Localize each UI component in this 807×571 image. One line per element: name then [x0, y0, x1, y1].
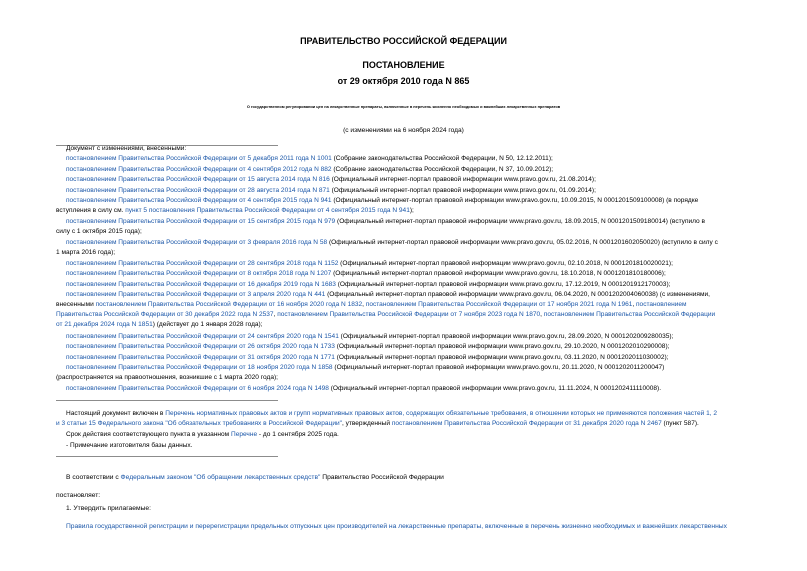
amendment-link[interactable]: постановлением Правительства Российской Федерации от 26 октября 2020 года N 1733	[66, 343, 335, 350]
notice-line: Настоящий документ включен в Перечень нормативных правовых актов и групп нормативных правовых актов, содержащих обязательные требования, в отношении которых не применяются положения частей 1, 2	[66, 410, 718, 417]
document-type-heading: ПОСТАНОВЛЕНИЕ	[362, 60, 445, 70]
amendment-link[interactable]: Правительства Российской Федерации от 30 декабря 2022 года N 2537	[56, 311, 274, 318]
amendment-link[interactable]: постановлением Правительства Российской Федерации от 4 сентября 2012 года N 882	[66, 166, 332, 173]
amendment-item-continuation: от 21 декабря 2024 года N 1851) (действует до 1 января 2028 года);	[56, 321, 263, 328]
amendment-item-continuation: силу с 1 октября 2015 года);	[56, 228, 142, 235]
perechen-short-link[interactable]: Перечне	[231, 431, 258, 438]
amendment-link[interactable]: постановлением Правительства Российской Федерации от 7 ноября 2023 года N 1870	[277, 311, 541, 318]
preamble: В соответствии с Федеральным законом "Об обращении лекарственных средств" Правительство Российской Федерации	[66, 474, 444, 481]
amendment-link[interactable]: постановлением	[636, 301, 687, 308]
amendment-item: постановлением Правительства Российской Федерации от 28 сентября 2018 года N 1152 (Официальный интернет-портал правовой информации www.pravo.gov.ru, 02.10.2018, N 0001201810020021);	[66, 260, 673, 267]
amendment-link[interactable]: пункт 5 постановления Правительства Российской Федерации от 4 сентября 2015 года N 941	[125, 207, 410, 214]
amendment-item: постановлением Правительства Российской Федерации от 28 августа 2014 года N 871 (Официальный интернет-портал правовой информации www.pravo.gov.ru, 01.09.2014);	[66, 187, 596, 194]
divider-middle	[56, 400, 278, 401]
rules-item	[66, 523, 727, 530]
amendment-link[interactable]: от 21 декабря 2024 года N 1851	[56, 321, 153, 328]
amendment-item: постановлением Правительства Российской Федерации от 3 февраля 2016 года N 58 (Официальный интернет-портал правовой информации www.pravo.gov.ru, 05.02.2016, N 0001201602050020) (вступило в силу с	[66, 239, 718, 246]
amendment-link[interactable]: постановлением Правительства Российской Федерации от 31 октября 2020 года N 1771	[66, 354, 335, 361]
amendment-link[interactable]: постановлением Правительства Российской Федерации	[543, 311, 716, 318]
amendment-link[interactable]: постановлением Правительства Российской Федерации от 3 февраля 2016 года N 58	[66, 239, 328, 246]
amendment-item: постановлением Правительства Российской Федерации от 5 декабря 2011 года N 1001 (Собрание законодательства Российской Федерации, N 50, 12.12.2011);	[66, 155, 553, 162]
decree-word: постановляет:	[56, 492, 101, 499]
amendment-item: постановлением Правительства Российской Федерации от 8 октября 2018 года N 1207 (Официальный интернет-портал правовой информации www.pravo.gov.ru, 18.10.2018, N 0001201810180006);	[66, 270, 666, 277]
amendment-item: постановлением Правительства Российской Федерации от 4 сентября 2012 года N 882 (Собрание законодательства Российской Федерации, N 37, 10.09.2012);	[66, 166, 554, 173]
amendment-link[interactable]: постановлением Правительства Российской Федерации от 6 ноября 2024 года N 1498	[66, 385, 329, 392]
amendment-item: постановлением Правительства Российской Федерации от 15 сентября 2015 года N 979 (Официальный интернет-портал правовой информации www.pravo.gov.ru, 18.09.2015, N 0001201509180014) (вступило в	[66, 218, 705, 225]
amendment-item-continuation: внесенными постановлением Правительства Российской Федерации от 16 ноября 2020 года N 1832, постановлением Правительства Российской Федерации от 17 ноября 2021 года N 1961, постановлением	[56, 301, 687, 308]
federal-law-link[interactable]: и 3 статьи 15 Федерального закона "Об обязательных требованиях в Российской Федерации"	[56, 420, 342, 427]
amendment-link[interactable]: постановлением Правительства Российской Федерации от 16 декабря 2019 года N 1683	[66, 281, 336, 288]
amendment-link[interactable]: постановлением Правительства Российской Федерации от 4 сентября 2015 года N 941	[66, 197, 332, 204]
amendment-link[interactable]: постановлением Правительства Российской Федерации от 17 ноября 2021 года N 1961	[365, 301, 633, 308]
amendment-link[interactable]: постановлением Правительства Российской Федерации от 8 октября 2018 года N 1207	[66, 270, 332, 277]
amendment-item: постановлением Правительства Российской Федерации от 18 ноября 2020 года N 1858 (Официальный интернет-портал правовой информации www.pravo.gov.ru, 20.11.2020, N 0001202011200047)	[66, 364, 665, 371]
amendment-item: постановлением Правительства Российской Федерации от 15 августа 2014 года N 816 (Официальный интернет-портал правовой информации www.pravo.gov.ru, 21.08.2014);	[66, 176, 596, 183]
government-heading: ПРАВИТЕЛЬСТВО РОССИЙСКОЙ ФЕДЕРАЦИИ	[300, 36, 507, 46]
amendment-item: постановлением Правительства Российской Федерации от 16 декабря 2019 года N 1683 (Официальный интернет-портал правовой информации www.pravo.gov.ru, 17.12.2019, N 0001201912170003);	[66, 281, 671, 288]
drug-law-link[interactable]: Федеральным законом "Об обращении лекарственных средств"	[120, 474, 321, 481]
amendment-link[interactable]: постановлением Правительства Российской Федерации от 28 сентября 2018 года N 1152	[66, 260, 339, 267]
amendment-item: постановлением Правительства Российской Федерации от 6 ноября 2024 года N 1498 (Официальный интернет-портал правовой информации www.pravo.gov.ru, 11.11.2024, N 0001202411110008).	[66, 385, 662, 392]
item-1: 1. Утвердить прилагаемые:	[66, 505, 151, 512]
amendment-item-continuation: вступления в силу см. пункт 5 постановления Правительства Российской Федерации от 4 сентября 2015 года N 941);	[56, 207, 414, 214]
amendment-item: постановлением Правительства Российской Федерации от 26 октября 2020 года N 1733 (Официальный интернет-портал правовой информации www.pravo.gov.ru, 29.10.2020, N 0001202010290008);	[66, 343, 670, 350]
editor-note: - Примечание изготовителя базы данных.	[66, 442, 193, 449]
amendment-link[interactable]: постановлением Правительства Российской Федерации от 5 декабря 2011 года N 1001	[66, 155, 332, 162]
amendment-link[interactable]: постановлением Правительства Российской Федерации от 28 августа 2014 года N 871	[66, 187, 330, 194]
amendment-link[interactable]: постановлением Правительства Российской Федерации от 24 сентября 2020 года N 1541	[66, 333, 339, 340]
rules-link[interactable]: Правила государственной регистрации и перерегистрации предельных отпускных цен производителей на лекарственные препараты, включенные в перечень жизненно необходимых и важнейших лекарственных	[66, 523, 727, 530]
amendment-item-continuation: (распространяется на правоотношения, возникшие с 1 марта 2020 года);	[56, 374, 278, 381]
divider-bottom	[56, 456, 278, 457]
date-number-heading: от 29 октября 2010 года N 865	[337, 76, 470, 86]
amendment-item-continuation: 1 марта 2016 года);	[56, 249, 116, 256]
amendment-item: постановлением Правительства Российской Федерации от 4 сентября 2015 года N 941 (Официальный интернет-портал правовой информации www.pravo.gov.ru, 10.09.2015, N 0001201509100008) (в порядке	[66, 197, 699, 204]
perechen-link[interactable]: Перечень нормативных правовых актов и групп нормативных правовых актов, содержащих обязательные требования, в отношении которых не применяются положения частей 1, 2	[165, 410, 718, 417]
revision-note: (с изменениями на 6 ноября 2024 года)	[343, 127, 464, 134]
amendments-intro: Документ с изменениями, внесенными:	[66, 145, 187, 152]
document-title: О государственном регулировании цен на лекарственные препараты, включенные в перечень жизненно необходимых и важнейших лекарственных препаратов	[246, 104, 561, 109]
amendment-link[interactable]: постановлением Правительства Российской Федерации от 16 ноября 2020 года N 1832	[95, 301, 363, 308]
amendment-link[interactable]: постановлением Правительства Российской Федерации от 18 ноября 2020 года N 1858	[66, 364, 333, 371]
amendment-item: постановлением Правительства Российской Федерации от 24 сентября 2020 года N 1541 (Официальный интернет-портал правовой информации www.pravo.gov.ru, 28.09.2020, N 0001202009280035);	[66, 333, 674, 340]
notice-line: и 3 статьи 15 Федерального закона "Об обязательных требованиях в Российской Федерации", утвержденный постановлением Правительства Российской Федерации от 31 декабря 2020 года N 2467 (пункт 587).	[56, 420, 699, 427]
amendment-link[interactable]: постановлением Правительства Российской Федерации от 15 августа 2014 года N 816	[66, 176, 330, 183]
amendment-link[interactable]: постановлением Правительства Российской Федерации от 3 апреля 2020 года N 441	[66, 291, 326, 298]
amendment-item-continuation: Правительства Российской Федерации от 30 декабря 2022 года N 2537, постановлением Правительства Российской Федерации от 7 ноября 2023 года N 1870, постановлением Правительства Российской Федерации	[56, 311, 716, 318]
notice-line: Срок действия соответствующего пункта в указанном Перечне - до 1 сентября 2025 года.	[66, 431, 339, 438]
amendment-item: постановлением Правительства Российской Федерации от 3 апреля 2020 года N 441 (Официальный интернет-портал правовой информации www.pravo.gov.ru, 06.04.2020, N 0001202004060038) (с изменениями,	[66, 291, 710, 298]
decree-2467-link[interactable]: постановлением Правительства Российской Федерации от 31 декабря 2020 года N 2467	[391, 420, 662, 427]
amendment-item: постановлением Правительства Российской Федерации от 31 октября 2020 года N 1771 (Официальный интернет-портал правовой информации www.pravo.gov.ru, 03.11.2020, N 0001202011030002);	[66, 354, 669, 361]
amendment-link[interactable]: постановлением Правительства Российской Федерации от 15 сентября 2015 года N 979	[66, 218, 336, 225]
